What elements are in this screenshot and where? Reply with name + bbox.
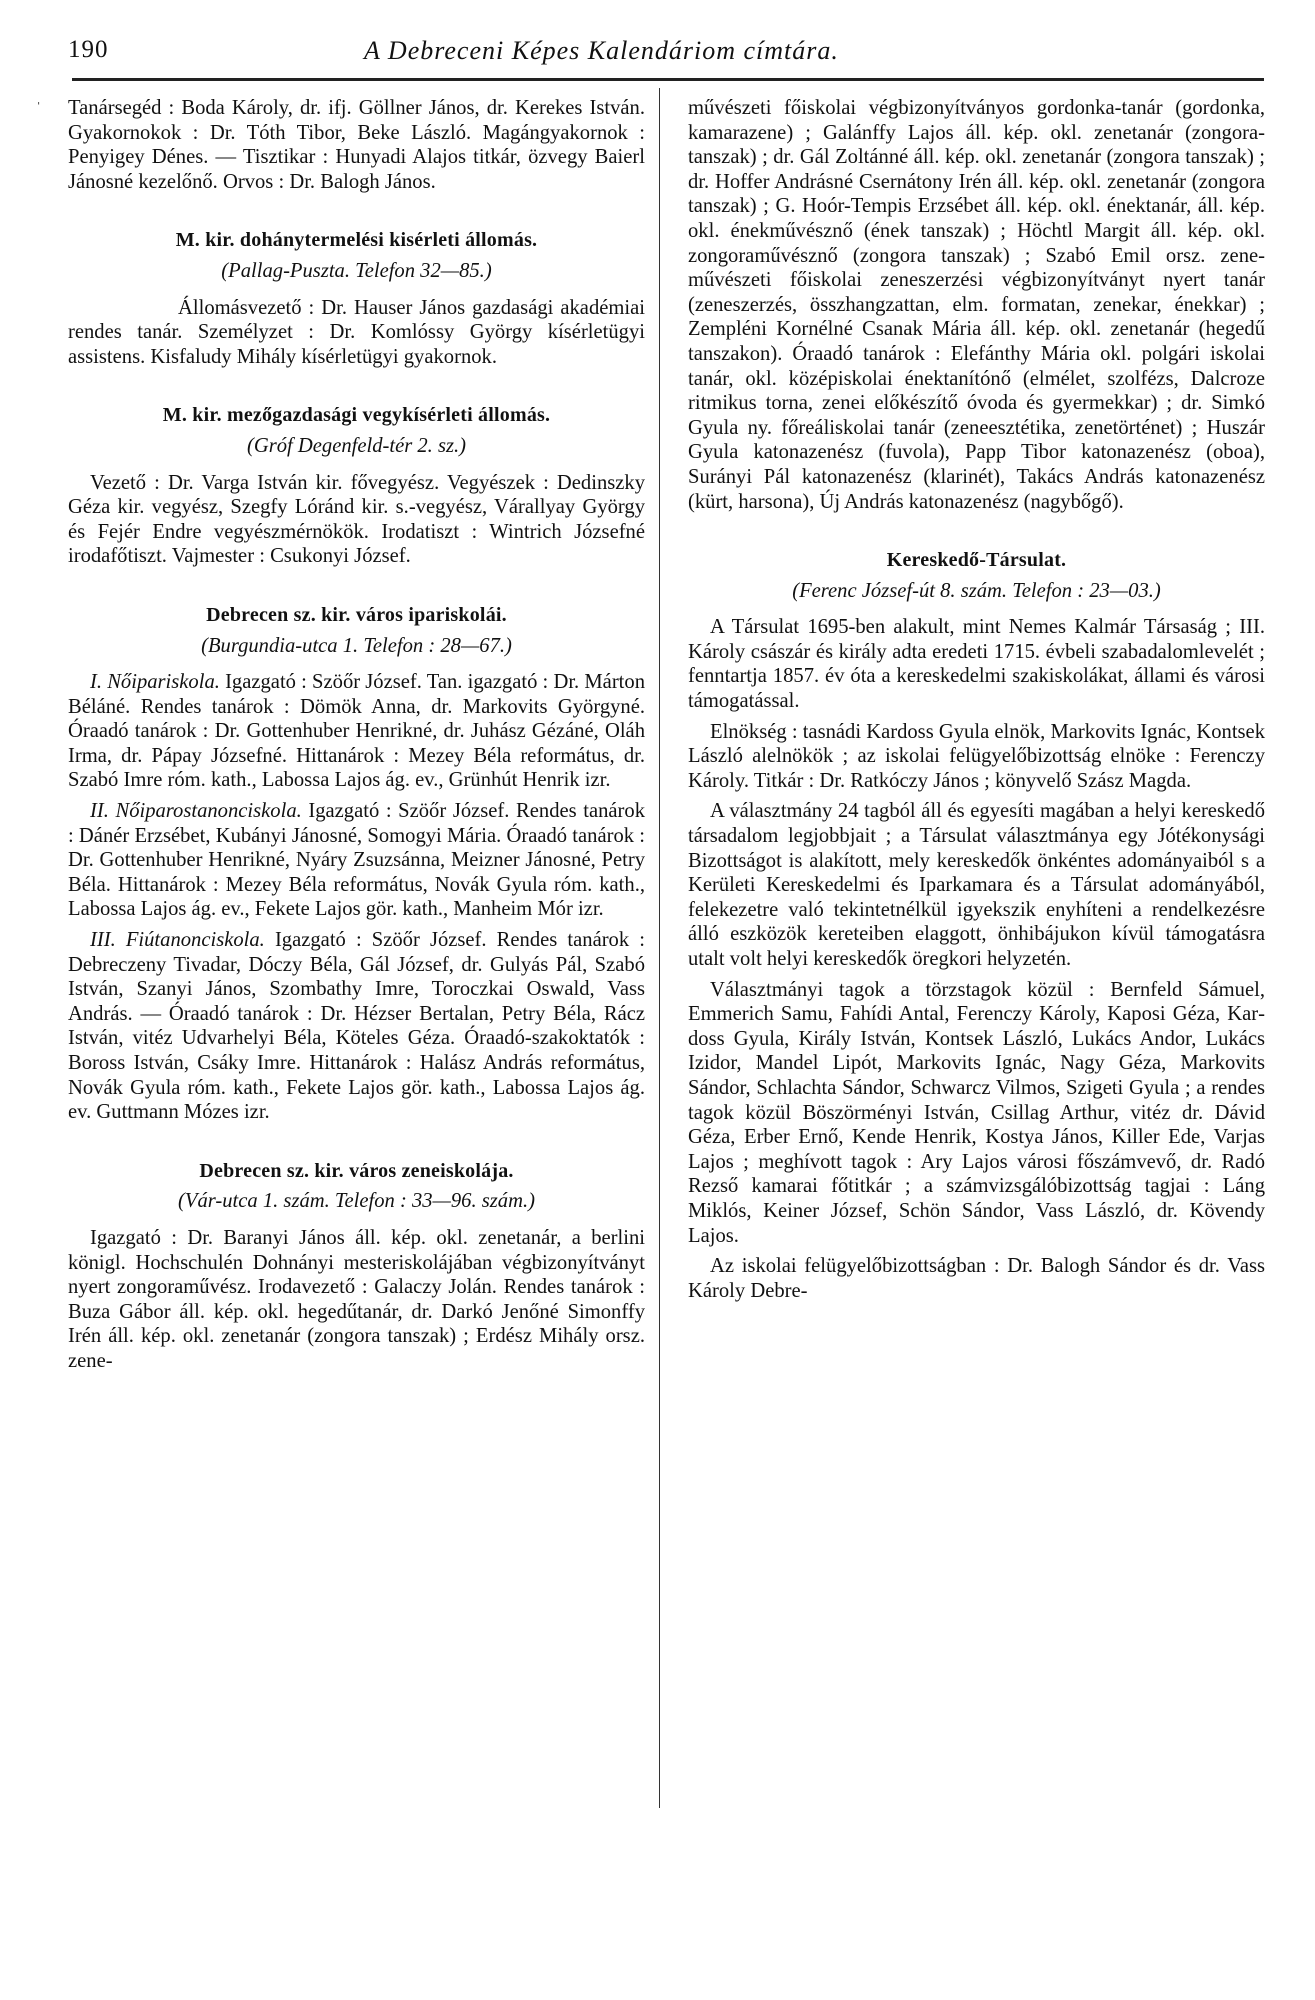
school-details: Igazgató : Szöőr József. Rendes tanárok : Dánér Erzsébet, Kubányi Jánosné, Somogyi Mária. Óraadó tanárok : Dr. Gottenhuber Henrikné, Nyáry Zsuzsánna, Meizner Jánosné, Petry Béla. Hittanárok : Mezey Béla református, Novák Gyula róm. kath., Labossa Lajos ág. ev., Fekete Lajos gör. kath., Manheim Mór izr. xyxy=(68,800,645,921)
school-paragraph xyxy=(68,799,645,922)
section-paragraph: Igazgató : Dr. Baranyi János áll. kép. okl. zenetanár, a berlini königl. Hochschulén Dohnányi mesteriskolájában végbizonyítványt nyert zongoraművész. Irodavezető : Galaczy Jolán. Rendes tanárok : Buza Gábor áll. kép. okl. hegedűtanár, dr. Darkó Jenőné Simonffy Irén áll. kép. okl. zenetanár (zongora tanszak) ; Erdész Mihály orsz. zene- xyxy=(68,1226,645,1372)
school-paragraph xyxy=(68,670,645,793)
school-details: Igazgató : Szöőr József. Tan. igazgató : Dr. Márton Béláné. Rendes tanárok : Dömök Anna, dr. Markovits Györgyné. Óraadó tanárok : Dr. Gottenhuber Henrikné, dr. Juhász Gézáné, Oláh Irma, dr. Pápay Józsefné. Hittanárok : Mezey Béla református, dr. Szabó Imre róm. kath., Labossa Lajos ág. ev., Grünhút Henrik izr. xyxy=(68,671,645,792)
section-address: (Pallag-Puszta. Telefon 32—85.) xyxy=(221,259,492,282)
section-address: (Ferenc József-út 8. szám. Telefon : 23—03.) xyxy=(792,579,1161,602)
section-heading: M. kir. dohánytermelési kisérleti állomás. xyxy=(175,229,538,252)
section-paragraph: A választmány 24 tagból áll és egyesíti magában a helyi kereskedő társadalom legjobbjait ; a Társulat választmánya egy Jótékonysági Bizottságot is alakított, mely kereskedők önkéntes adományaiból s a Kerületi Kereskedelmi és Iparkamara és a Társulat adományából, felekezetre való tekintetnélkül igyekszik enyhíteni a rendelkezésre álló eszközök kereteiben elaggott, önhibájukon kívül támogatásra utalt volt helyi kereskedők öregkori helyzetén. xyxy=(688,800,1265,970)
page-header xyxy=(68,28,1268,78)
school-name: I. Nőipariskola. xyxy=(90,671,220,694)
continuation-paragraph: művészeti főiskolai végbizonyítványos gordonka-tanár (gordonka, kamarazene) ; Galánffy Lajos áll. kép. okl. zenetanár (zongoratanszak) ; dr. Gál Zoltánné áll. kép. okl. zenetanár (zongora tanszak) ; dr. Hoffer Andrásné Csernátony Irén áll. kép. okl. zenetanár (zongora tanszak) ; G. Hoór-Tempis Erzsébet áll. kép. okl. énektanár, áll. kép. okl. énekművésznő (ének tanszak) ; Höchtl Margit áll. kép. okl. zongoraművésznő (zongora tanszak) ; Szabó Emil orsz. zeneművészeti főiskolai zeneszerzési végbizonyítványt nyert tanár (zeneszerzés, összhangzattan, elm. formatan, zenekar, énekkar) ; Zempléni Kornélné Csanak Mária áll. kép. okl. zenetanár (hegedű tanszakon). Óraadó tanárok : Elefánthy Mária okl. polgári iskolai tanár, okl. középiskolai énektanítónő (elmélet, szolfézs, Dalcroze ritmikus torna, zenei előkészítő óvoda és gyermekkar) ; dr. Simkó Gyula ny. főreáliskolai tanár (zeneesztétika, zenetörténet) ; Huszár Gyula katonazenész (fuvola), Papp Tibor katonazenész (oboa), Surányi Pál katonazenész (klarinét), Takács András katonazenész (kürt, harsona), Új András katonazenész (nagybőgő). xyxy=(688,97,1265,513)
section-paragraph: A Társulat 1695-ben alakult, mint Nemes Kalmár Társaság ; III. Károly császár és király adta eredeti 1715. évbeli szabadalomlevelét ; fenntartja 1857. év óta a kereskedelmi szakiskolákat, állami és városi támogatással. xyxy=(688,616,1265,713)
school-name: II. Nőiparostanonciskola. xyxy=(90,800,302,823)
margin-mark: ˈ xyxy=(36,100,42,117)
section-music-school xyxy=(68,1159,645,1374)
section-chemistry-station xyxy=(68,403,645,569)
section-heading: Debrecen sz. kir. város zeneiskolája. xyxy=(199,1159,514,1182)
section-paragraph: Vezető : Dr. Varga István kir. fővegyész. Vegyészek : Dedinszky Géza kir. vegyész, Szegfy Lóránd kir. s.-vegyész, Várallyay György és Fejér Endre vegyészmérnökök. Irodatiszt : Wintrich Józsefné irodafőtiszt. Vajmester : Csukonyi József. xyxy=(68,471,645,568)
section-paragraph: Az iskolai felügyelőbizottságban : Dr. Balogh Sándor és dr. Vass Károly Debre- xyxy=(688,1255,1265,1302)
school-name: III. Fiútanonciskola. xyxy=(90,929,265,952)
section-address: (Gróf Degenfeld-tér 2. sz.) xyxy=(246,434,467,457)
left-column xyxy=(68,96,645,1380)
column-divider xyxy=(659,88,660,1808)
section-paragraph: Elnökség : tasnádi Kardoss Gyula elnök, Markovits Ignác, Kontsek László alelnökök ; az iskolai felügyelőbizottság elnöke : Ferenczy Károly. Titkár : Dr. Ratkóczy János ; könyvelő Szász Magda. xyxy=(688,720,1265,792)
school-details: Igazgató : Szöőr József. Rendes tanárok : Debreczeny Tivadar, Dóczy Béla, Gál József, dr. Gulyás Pál, Szabó István, Szanyi János, Szombathy Imre, Toroczkai Oswald, Vass András. — Óraadó tanárok : Dr. Hézser Bertalan, Petry Béla, Rácz István, vitéz Udvarhelyi Béla, Köteles Géza. Óraadó-szakoktatók : Boross István, Csáky Imre. Hittanárok : Halász András református, Novák Gyula róm. kath., Fekete Lajos gör. kath., Labossa Lajos ág. ev. Guttmann Mózes izr. xyxy=(68,929,645,1124)
section-heading: M. kir. mezőgazdasági vegykísérleti állomás. xyxy=(162,404,551,427)
section-paragraph: Állomásvezető : Dr. Hauser János gazdasági akadémiai rendes tanár. Személyzet : Dr. Komlóssy György kísérletügyi assistens. Kisfaludy Mihály kísérletügyi gyakornok. xyxy=(68,296,645,368)
section-address: (Burgundia-utca 1. Telefon : 28—67.) xyxy=(201,634,512,657)
intro-paragraph: Tanársegéd : Boda Károly, dr. ifj. Göllner János, dr. Kerekes István. Gyakornokok : Dr. Tóth Tibor, Beke László. Magángyakornok : Penyigey Dénes. — Tisztikar : Hunyadi Alajos titkár, özvegy Baierl Jánosné kezelőnő. Orvos : Dr. Balogh János. xyxy=(68,97,645,193)
running-title: A Debreceni Képes Kalendáriom címtára. xyxy=(364,36,839,65)
section-paragraph: Választmányi tagok a törzstagok közül : Bernfeld Sámuel, Emmerich Samu, Fahídi Antal, Ferenczy Károly, Kaposi Géza, Kardoss Gyula, Király István, Kontsek László, Lukács Andor, Lukács Izidor, Mandel Lipót, Markovits Ignác, Nagy Géza, Markovits Sándor, Schlachta Sándor, Schwarcz Vilmos, Szigeti Gyula ; a rendes tagok közül Böszörményi István, Csillag Arthur, vitéz dr. Dávid Géza, Erber Ernő, Kende Henrik, Kostya János, Killer Ede, Varjas Lajos ; meghívott tagok : Ary Lajos városi főszámvevő, dr. Radó Rezső kamarai főtitkár ; a számvizsgálóbizottság tagjai : Láng Miklós, Keiner József, Schön Sándor, Vass László, dr. Kövendy Lajos. xyxy=(688,978,1265,1247)
header-rule xyxy=(72,78,1264,81)
section-heading: Debrecen sz. kir. város ipariskolái. xyxy=(206,603,507,626)
section-heading: Kereskedő-Társulat. xyxy=(886,549,1067,572)
page-number: 190 xyxy=(68,36,109,63)
section-tobacco-station xyxy=(68,228,645,369)
school-paragraph xyxy=(68,928,645,1125)
section-industrial-schools xyxy=(68,603,645,1125)
section-address: (Vár-utca 1. szám. Telefon : 33—96. szám.) xyxy=(178,1190,535,1213)
section-merchants-association xyxy=(688,548,1265,1303)
right-column xyxy=(688,96,1265,1309)
